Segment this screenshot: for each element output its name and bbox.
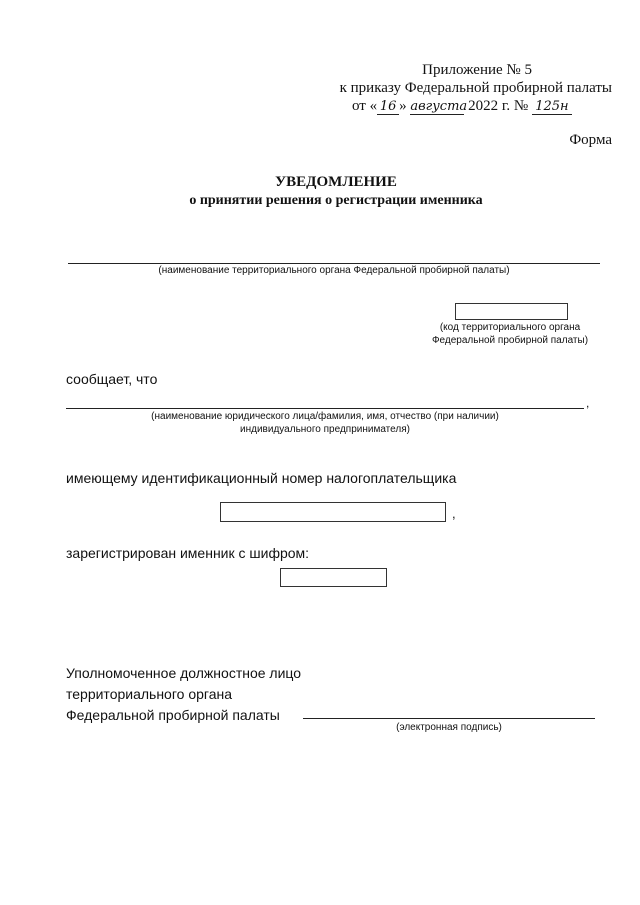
territorial-body-caption: (наименование территориального органа Федеральной пробирной палаты) <box>158 265 510 276</box>
entity-comma: , <box>586 396 590 410</box>
reports-that-text: сообщает, что <box>66 371 158 387</box>
order-month: августа <box>410 99 468 114</box>
registered-text: зарегистрирован именник с шифром: <box>66 545 310 561</box>
entity-name-line <box>66 408 584 409</box>
signature-line-2: территориального органа <box>66 686 232 702</box>
order-year: 2022 г. № <box>468 98 529 114</box>
order-reference: к приказу Федеральной пробирной палаты <box>339 80 612 96</box>
inn-text: имеющему идентификационный номер налогоплательщика <box>66 470 457 486</box>
territorial-body-line <box>68 263 600 264</box>
entity-caption-1: (наименование юридического лица/фамилия, имя, отчество (при наличии) <box>151 411 499 422</box>
inn-comma: , <box>452 506 456 521</box>
order-day: 16 <box>377 100 399 115</box>
order-number: 125н <box>532 100 572 115</box>
entity-caption-2: индивидуального предпринимателя) <box>240 424 410 435</box>
signature-caption: (электронная подпись) <box>396 722 502 733</box>
document-subtitle: о принятии решения о регистрации именника <box>189 193 483 208</box>
document-title: УВЕДОМЛЕНИЕ <box>275 174 397 190</box>
hallmark-cipher-box <box>280 568 387 587</box>
form-label: Форма <box>569 132 612 148</box>
signature-line <box>303 718 595 719</box>
inn-box <box>220 502 446 522</box>
appendix-number: Приложение № 5 <box>422 62 532 78</box>
signature-line-3: Федеральной пробирной палаты <box>66 707 280 723</box>
territorial-code-box <box>455 303 568 320</box>
date-prefix: от « <box>352 98 378 114</box>
order-date-line <box>352 98 572 115</box>
signature-line-1: Уполномоченное должностное лицо <box>66 665 302 681</box>
territorial-code-caption-1: (код территориального органа <box>439 322 581 333</box>
territorial-code-caption-2: Федеральной пробирной палаты) <box>431 335 589 346</box>
date-quote-close: » <box>399 98 407 114</box>
